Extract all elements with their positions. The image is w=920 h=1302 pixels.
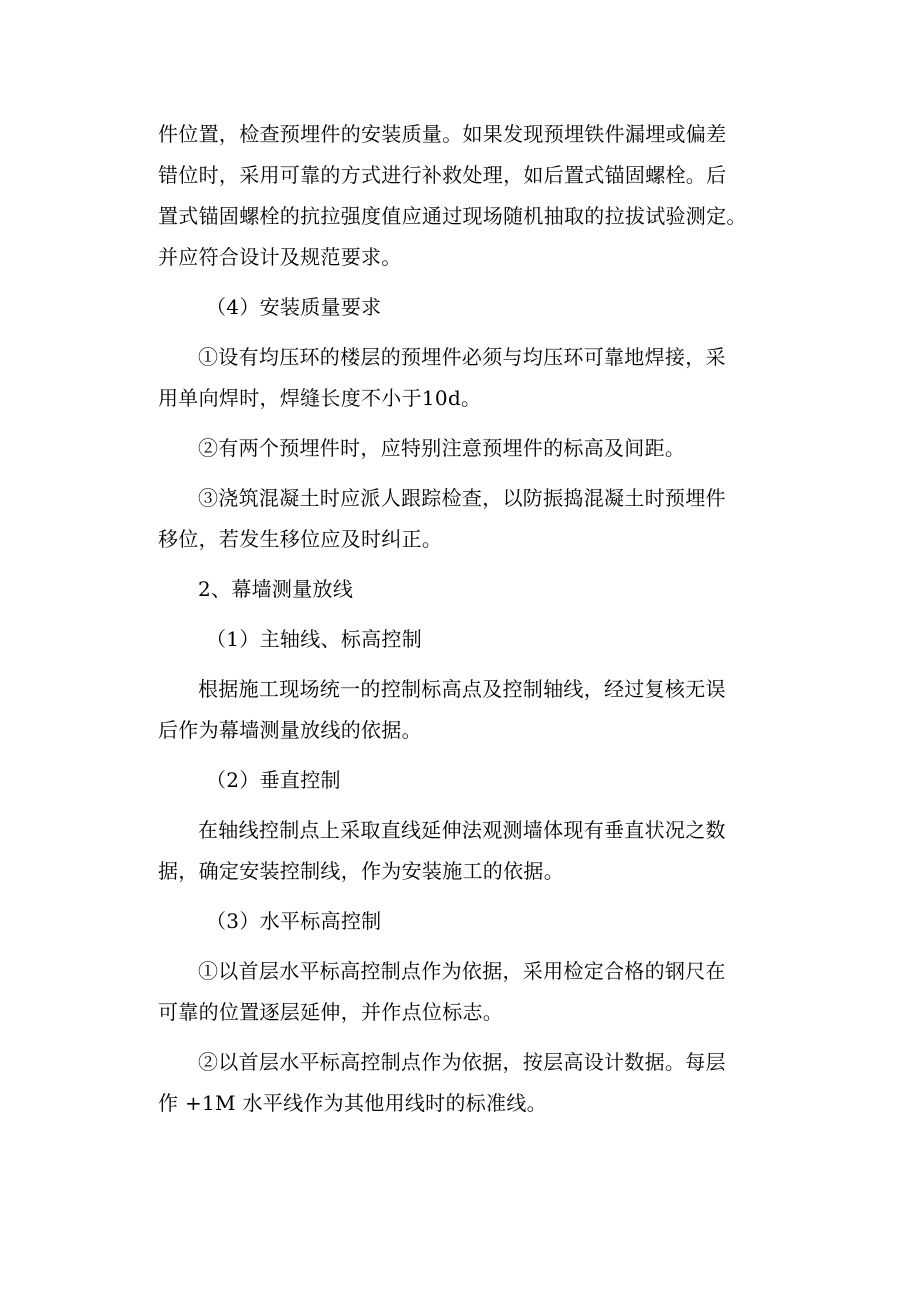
text-line: 可靠的位置逐层延伸，并作点位标志。	[158, 1000, 504, 1024]
heading-text: （4）安装质量要求	[206, 295, 382, 319]
text-line: 错位时，采用可靠的方式进行补救处理，如后置式锚固螺栓。后	[158, 163, 727, 187]
heading-horizontal	[158, 901, 778, 951]
paragraph-axis	[158, 669, 778, 760]
heading-install-quality	[158, 287, 778, 337]
heading-text: （2）垂直控制	[206, 768, 341, 792]
text-line: ①以首层水平标高控制点作为依据，采用检定合格的钢尺在	[198, 959, 726, 983]
heading-vertical	[158, 760, 778, 810]
text-line: 在轴线控制点上采取直线延伸法观测墙体现有垂直状况之数	[198, 818, 726, 842]
heading-measurement	[158, 569, 778, 619]
document-body	[158, 114, 778, 1133]
text-line: ①设有均压环的楼层的预埋件必须与均压环可靠地焊接，采	[198, 345, 726, 369]
paragraph-vertical	[158, 810, 778, 901]
text-line: 根据施工现场统一的控制标高点及控制轴线，经过复核无误	[198, 677, 726, 701]
heading-axis-elevation	[158, 619, 778, 669]
text-line: 用单向焊时，焊缝长度不小于10d。	[158, 386, 482, 410]
heading-text: 2、幕墙测量放线	[198, 577, 354, 601]
heading-text: （3）水平标高控制	[206, 909, 382, 933]
text-line: ②以首层水平标高控制点作为依据，按层高设计数据。每层	[198, 1050, 726, 1074]
text-line: 置式锚固螺栓的抗拉强度值应通过现场随机抽取的拉拔试验测定。	[158, 204, 747, 228]
paragraph-item-2	[158, 428, 778, 478]
text-line: ②有两个预埋件时，应特别注意预埋件的标高及间距。	[198, 436, 686, 460]
paragraph-horizontal-1	[158, 951, 778, 1042]
heading-text: （1）主轴线、标高控制	[206, 627, 423, 651]
text-line: 作 +1M 水平线作为其他用线时的标准线。	[158, 1091, 547, 1115]
text-line: 据，确定安装控制线，作为安装施工的依据。	[158, 859, 564, 883]
text-line: 件位置，检查预埋件的安装质量。如果发现预埋铁件漏埋或偏差	[158, 122, 727, 146]
text-line: 并应符合设计及规范要求。	[158, 245, 402, 269]
text-line: 移位，若发生移位应及时纠正。	[158, 527, 443, 551]
text-line: ③浇筑混凝土时应派人跟踪检查，以防振捣混凝土时预埋件	[198, 486, 726, 510]
paragraph-continued	[158, 114, 778, 287]
paragraph-item-1	[158, 337, 778, 428]
paragraph-item-3	[158, 478, 778, 569]
text-line: 后作为幕墙测量放线的依据。	[158, 718, 422, 742]
paragraph-horizontal-2	[158, 1042, 778, 1133]
